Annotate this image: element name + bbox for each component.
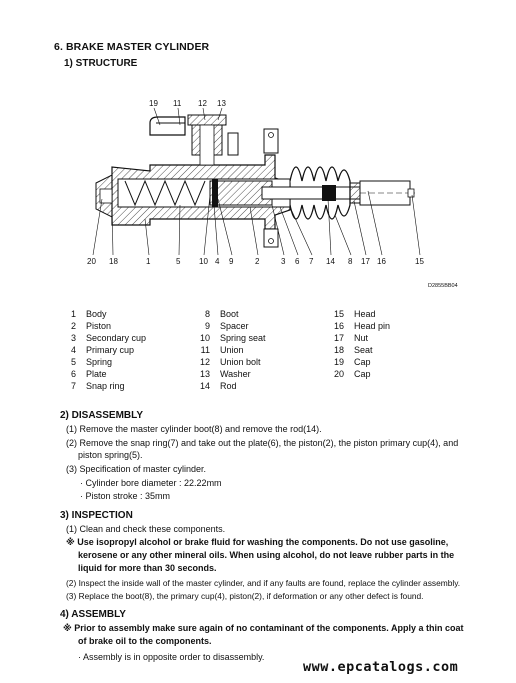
part-number: 2: [70, 321, 76, 331]
assembly-warning-2: of brake oil to the components.: [78, 636, 212, 646]
inspection-step-1: (1) Clean and check these components.: [66, 524, 226, 534]
part-name: Spring seat: [220, 333, 266, 343]
part-name: Rod: [220, 381, 237, 391]
callout-20: 20: [87, 257, 96, 266]
callout-4: 4: [215, 257, 220, 266]
part-name: Cap: [354, 357, 371, 367]
callout-10: 10: [199, 257, 208, 266]
spec-piston-stroke: · Piston stroke : 35mm: [80, 491, 171, 501]
callout-9: 9: [229, 257, 234, 266]
parts-row: [62, 356, 464, 368]
callout-19: 19: [149, 99, 158, 108]
master-cylinder-diagram: [0, 95, 516, 295]
part-name: Plate: [86, 369, 107, 379]
inspection-warning-3: liquid for more than 30 seconds.: [78, 563, 217, 573]
part-name: Seat: [354, 345, 373, 355]
part-name: Primary cup: [86, 345, 135, 355]
spec-bore-diameter: · Cylinder bore diameter : 22.22mm: [80, 478, 222, 488]
part-name: Boot: [220, 309, 239, 319]
part-name: Spacer: [220, 321, 249, 331]
inspection-step-3: (3) Replace the boot(8), the primary cup(4), piston(2), if deformation or any other defect is found.: [66, 591, 424, 601]
callout-6: 6: [295, 257, 300, 266]
callout-12: 12: [198, 99, 207, 108]
part-number: 17: [333, 333, 344, 343]
diagram-code: D2855BB04: [428, 283, 458, 289]
part-number: 3: [70, 333, 76, 343]
part-number: 8: [204, 309, 210, 319]
part-number: 5: [70, 357, 76, 367]
structure-heading: 1) STRUCTURE: [64, 58, 138, 69]
callout-13: 13: [217, 99, 226, 108]
inspection-heading: 3) INSPECTION: [60, 510, 133, 521]
part-number: 14: [199, 381, 210, 391]
parts-row: [62, 332, 464, 344]
part-name: Spring: [86, 357, 113, 367]
callout-18: 18: [109, 257, 118, 266]
part-name: Body: [86, 309, 107, 319]
parts-row: [62, 368, 464, 380]
part-number: 7: [70, 381, 76, 391]
callout-3: 3: [281, 257, 286, 266]
part-number: 11: [200, 345, 210, 355]
callout-14: 14: [326, 257, 335, 266]
part-number: 13: [199, 369, 210, 379]
assembly-warning-1: ※ Prior to assembly make sure again of no contaminant of the components. Apply a thin coat: [63, 623, 464, 633]
part-number: 19: [333, 357, 344, 367]
callout-11: 11: [173, 99, 182, 108]
assembly-note: · Assembly is in opposite order to disassembly.: [78, 652, 265, 662]
part-name: [354, 380, 464, 392]
parts-row: [62, 308, 464, 320]
disassembly-step-3: (3) Specification of master cylinder.: [66, 464, 207, 474]
section-title: 6. BRAKE MASTER CYLINDER: [54, 41, 210, 53]
part-name: Head pin: [354, 321, 391, 331]
part-name: Piston: [86, 321, 112, 331]
part-number: 20: [333, 369, 344, 379]
part-number: 6: [70, 369, 76, 379]
part-name: Secondary cup: [86, 333, 147, 343]
part-name: Washer: [220, 369, 251, 379]
part-number: 1: [70, 309, 76, 319]
callout-8: 8: [348, 257, 353, 266]
parts-list: [62, 308, 464, 392]
part-number: 16: [333, 321, 344, 331]
inspection-warning-1: ※ Use isopropyl alcohol or brake fluid for washing the components. Do not use gasoline,: [66, 537, 449, 547]
part-name: Union bolt: [220, 357, 261, 367]
callout-7: 7: [309, 257, 314, 266]
callout-16: 16: [377, 257, 386, 266]
callout-5: 5: [176, 257, 181, 266]
parts-row: [62, 320, 464, 332]
parts-row: [62, 380, 464, 392]
inspection-warning-2: kerosene or any other mineral oils. When using alcohol, do not leave rubber parts in the: [78, 550, 455, 560]
part-number: 4: [70, 345, 76, 355]
parts-row: [62, 344, 464, 356]
disassembly-heading: 2) DISASSEMBLY: [60, 410, 143, 421]
inspection-step-2: (2) Inspect the inside wall of the master cylinder, and if any faults are found, replace the cylinder assembly.: [66, 578, 461, 588]
callout-1: 1: [146, 257, 151, 266]
callout-15: 15: [415, 257, 424, 266]
part-name: Union: [220, 345, 244, 355]
part-name: Nut: [354, 333, 369, 343]
part-name: Head: [354, 309, 376, 319]
disassembly-step-2-cont: piston spring(5).: [78, 450, 143, 460]
part-name: Snap ring: [86, 381, 125, 391]
assembly-heading: 4) ASSEMBLY: [60, 609, 126, 620]
part-number: [330, 380, 354, 392]
part-name: Cap: [354, 369, 371, 379]
callout-2: 2: [255, 257, 260, 266]
part-number: 15: [333, 309, 344, 319]
part-number: 9: [204, 321, 210, 331]
callout-17: 17: [361, 257, 370, 266]
part-number: 10: [199, 333, 210, 343]
disassembly-step-2: (2) Remove the snap ring(7) and take out the plate(6), the piston(2), the piston primary cup(4), and: [66, 438, 459, 448]
disassembly-step-1: (1) Remove the master cylinder boot(8) and remove the rod(14).: [66, 424, 322, 434]
part-number: 18: [333, 345, 344, 355]
part-number: 12: [199, 357, 210, 367]
watermark: www.epcatalogs.com: [303, 659, 459, 675]
